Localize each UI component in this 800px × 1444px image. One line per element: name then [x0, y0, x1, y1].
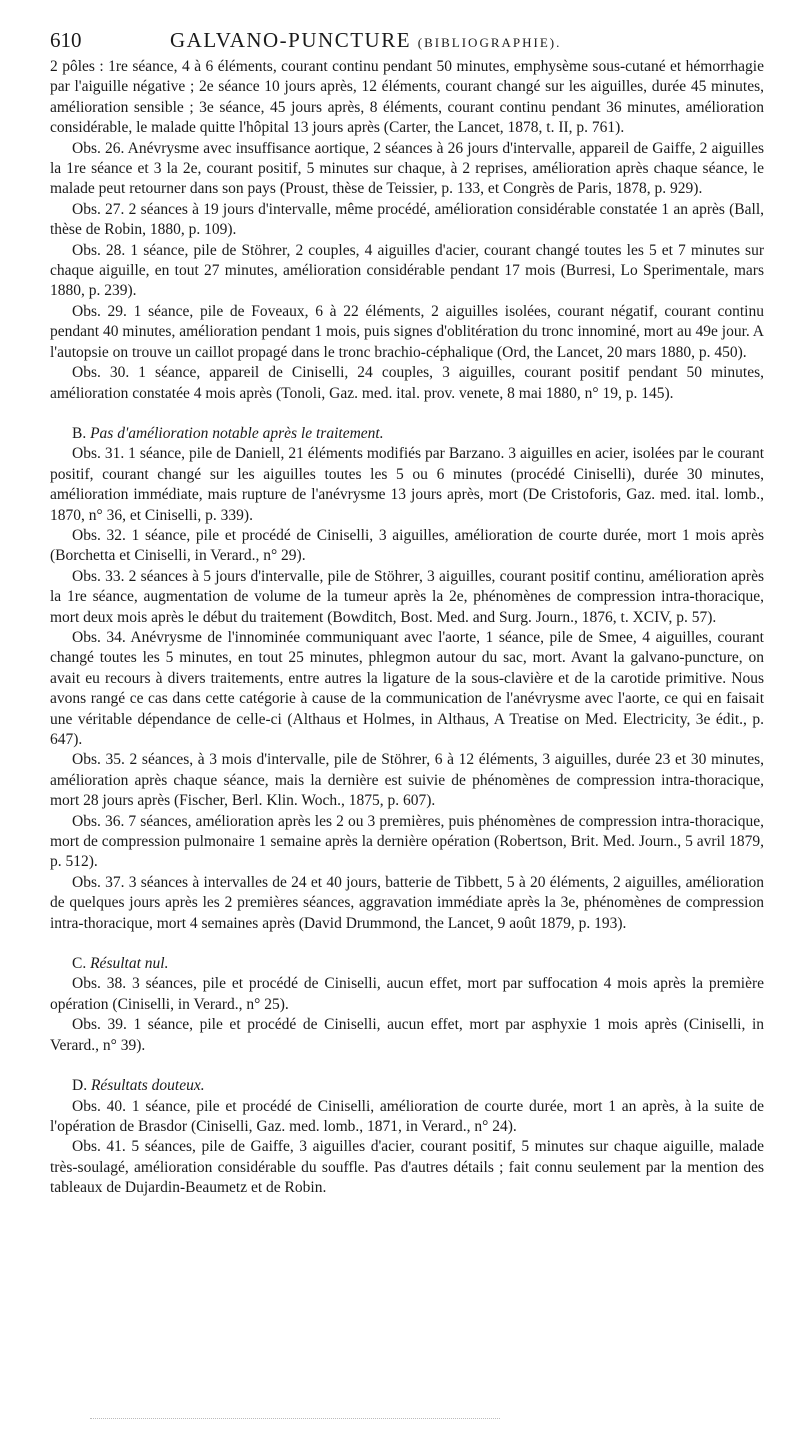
page-number: 610	[50, 28, 82, 52]
section-heading-c	[50, 954, 764, 974]
paragraph-continuation: 2 pôles : 1re séance, 4 à 6 éléments, courant continu pendant 50 minutes, emphysème sous-cutané et hémorrhagie par l'aiguille négative ; 2e séance 10 jours après, 12 éléments, courant changé sur les aiguilles, durée 45 minutes, amélioration sensible ; 3e séance, 45 jours après, 8 éléments, courant continu pendant 36 minutes, amélioration considérable, le malade quitte l'hôpital 13 jours après (Carter, the Lancet, 1878, t. II, p. 761).	[50, 58, 764, 137]
section-title-c: Résultat nul.	[90, 955, 169, 973]
section-label-c: C.	[72, 955, 87, 973]
observation-26: Obs. 26. Anévrysme avec insuffisance aortique, 2 séances à 26 jours d'intervalle, appareil de Gaiffe, 2 aiguilles la 1re séance et 3 la 2e, courant positif, 5 minutes sur chaque, à 2 reprises, amélioration après chaque séance, le malade peut retourner dans son pays (Proust, thèse de Teissier, p. 133, et Congrès de Paris, 1878, p. 929).	[50, 139, 764, 198]
observation-37: Obs. 37. 3 séances à intervalles de 24 et 40 jours, batterie de Tibbett, 5 à 20 éléments, 2 aiguilles, amélioration de quelques jours après les 2 premières séances, aggravation immédiate après la 3e, phénomènes de compression intra-thoracique, mort 4 semaines après (David Drummond, the Lancet, 9 août 1879, p. 193).	[50, 873, 764, 932]
section-label-b: B.	[72, 424, 87, 442]
section-title-b: Pas d'amélioration notable après le traitement.	[90, 424, 384, 442]
observation-36: Obs. 36. 7 séances, amélioration après les 2 ou 3 premières, puis phénomènes de compression intra-thoracique, mort de compression pulmonaire 1 semaine après la dernière opération (Robertson, Brit. Med. Journ., 5 avril 1879, p. 512).	[50, 812, 764, 871]
observation-41: Obs. 41. 5 séances, pile de Gaiffe, 3 aiguilles d'acier, courant positif, 5 minutes sur chaque aiguille, malade très-soulagé, amélioration considérable du souffle. Pas d'autres détails ; fait connu seulement par la mention des tableaux de Dujardin-Beaumetz et de Robin.	[50, 1138, 764, 1197]
observation-34: Obs. 34. Anévrysme de l'innominée communiquant avec l'aorte, 1 séance, pile de Smee, 4 aiguilles, courant changé toutes les 5 minutes, en tout 25 minutes, phlegmon autour du sac, mort. Avant la galvano-puncture, on avait eu recours à divers traitements, entre autres la ligature de la sous-clavière et de la carotide primitive. Nous avons rangé ce cas dans cette catégorie à cause de la communication de l'anévrysme avec l'aorte, ce qui en faisait une véritable dépendance de celle-ci (Althaus et Holmes, in Althaus, A Treatise on Med. Electricity, 3e édit., p. 647).	[50, 628, 764, 748]
observation-28: Obs. 28. 1 séance, pile de Stöhrer, 2 couples, 4 aiguilles d'acier, courant changé toutes les 5 et 7 minutes sur chaque aiguille, en tout 27 minutes, amélioration considérable pendant 17 mois (Burresi, Lo Sperimentale, mars 1880, p. 239).	[50, 241, 764, 300]
footer-rule	[90, 1418, 500, 1419]
section-label-d: D.	[72, 1077, 88, 1095]
running-header	[50, 28, 764, 53]
section-heading-b	[50, 424, 764, 444]
observation-35: Obs. 35. 2 séances, à 3 mois d'intervalle, pile de Stöhrer, 6 à 12 éléments, 3 aiguilles, durée 23 et 30 minutes, amélioration après chaque séance, mais la dernière est suivie de phénomènes de compression intra-thoracique, mort 28 jours après (Fischer, Berl. Klin. Woch., 1875, p. 607).	[50, 751, 764, 810]
observation-27: Obs. 27. 2 séances à 19 jours d'intervalle, même procédé, amélioration considérable constatée 1 an après (Ball, thèse de Robin, 1880, p. 109).	[50, 200, 764, 239]
observation-40: Obs. 40. 1 séance, pile et procédé de Ciniselli, amélioration de courte durée, mort 1 an après, à la suite de l'opération de Brasdor (Ciniselli, Gaz. med. lomb., 1871, in Verard., n° 24).	[50, 1097, 764, 1135]
observation-30: Obs. 30. 1 séance, appareil de Ciniselli, 24 couples, 3 aiguilles, courant positif pendant 50 minutes, amélioration constatée 4 mois après (Tonoli, Gaz. med. ital. prov. venete, 8 mai 1880, n° 19, p. 145).	[50, 364, 764, 402]
section-title-d: Résultats douteux.	[90, 1077, 205, 1095]
observation-33: Obs. 33. 2 séances à 5 jours d'intervalle, pile de Stöhrer, 3 aiguilles, courant positif continu, amélioration après la 1re séance, augmentation de volume de la tumeur après la 2e, phénomènes de compression intra-thoracique, mort deux mois après le début du traitement (Bowditch, Bost. Med. and Surg. Journ., 1876, t. XCIV, p. 57).	[50, 567, 764, 626]
running-title-main: GALVANO-PUNCTURE	[170, 28, 418, 52]
running-title	[170, 28, 561, 53]
body-text	[50, 57, 764, 1199]
observation-29: Obs. 29. 1 séance, pile de Foveaux, 6 à 22 éléments, 2 aiguilles isolées, courant négatif, courant continu pendant 40 minutes, amélioration pendant 1 mois, puis signes d'oblitération du tronc innominé, mort au 49e jour. A l'autopsie on trouve un caillot propagé dans le tronc brachio-céphalique (Ord, the Lancet, 20 mars 1880, p. 450).	[50, 302, 764, 361]
observation-39: Obs. 39. 1 séance, pile et procédé de Ciniselli, aucun effet, mort par asphyxie 1 mois après (Ciniselli, in Verard., n° 39).	[50, 1016, 764, 1054]
observation-32: Obs. 32. 1 séance, pile et procédé de Ciniselli, 3 aiguilles, amélioration de courte durée, mort 1 mois après (Borchetta et Ciniselli, in Verard., n° 29).	[50, 526, 764, 565]
observation-31: Obs. 31. 1 séance, pile de Daniell, 21 éléments modifiés par Barzano. 3 aiguilles en acier, isolées par le courant positif, courant changé sur les aiguilles toutes les 5 ou 6 minutes (procédé Ciniselli), durée 30 minutes, amélioration immédiate, mais rupture de l'anévrysme 13 jours après, mort (De Cristoforis, Gaz. med. ital. lomb., 1870, n° 36, et Ciniselli, p. 339).	[50, 445, 764, 524]
section-heading-d	[50, 1076, 764, 1096]
running-title-sub: (BIBLIOGRAPHIE).	[417, 35, 562, 50]
observation-38: Obs. 38. 3 séances, pile et procédé de Ciniselli, aucun effet, mort par suffocation 4 mois après la première opération (Ciniselli, in Verard., n° 25).	[50, 975, 764, 1013]
